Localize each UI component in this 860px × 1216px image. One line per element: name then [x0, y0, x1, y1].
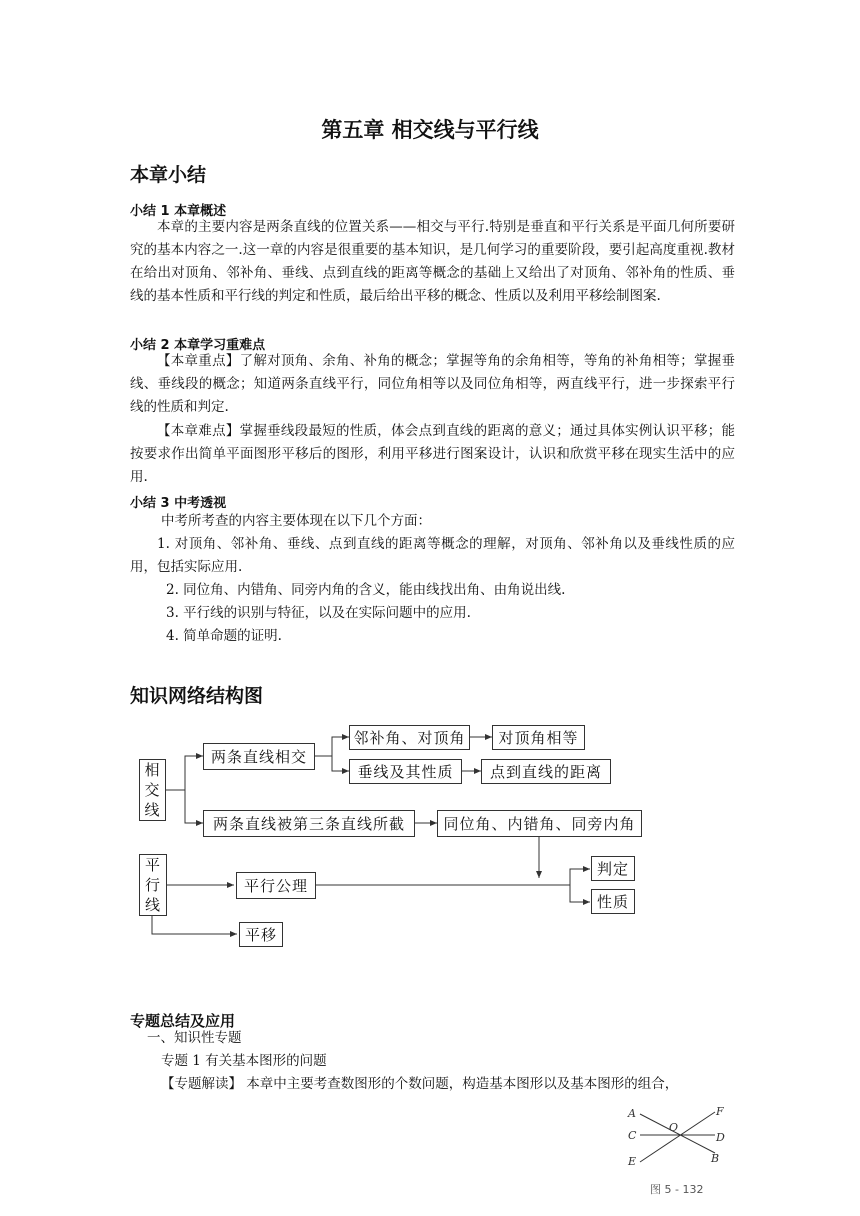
- connector-adjacent: [315, 737, 349, 756]
- connector-xj-intersect: [165, 756, 203, 790]
- s3-item1: 1. 对顶角、邻补角、垂线、点到直线的距离等概念的理解，对顶角、邻补角以及垂线性质的应用，包括实际应用.: [130, 536, 735, 575]
- label-d: D: [716, 1131, 725, 1144]
- box-intersect: 两条直线相交: [203, 743, 315, 770]
- label-e: E: [628, 1155, 637, 1168]
- label-b: B: [711, 1152, 720, 1165]
- label-a: A: [628, 1107, 636, 1120]
- topics-topic1: 专题 1 有关基本图形的问题: [161, 1053, 327, 1069]
- box-pingxingxian: [139, 854, 167, 916]
- label-o: O: [669, 1121, 679, 1134]
- topics-heading: 专题总结及应用: [130, 1012, 236, 1030]
- box-perp: 垂线及其性质: [349, 759, 462, 784]
- box-xiangjiaoxian: [139, 759, 166, 821]
- xj-char-1: 相: [144, 761, 161, 779]
- box-distance: 点到直线的距离: [481, 759, 611, 784]
- pxx-char-2: 行: [144, 876, 161, 894]
- pxx-char-1: 平: [144, 856, 161, 874]
- connector-judge: [570, 869, 590, 885]
- box-judge: 判定: [591, 856, 635, 881]
- box-property: 性质: [591, 889, 635, 914]
- box-angles: 同位角、内错角、同旁内角: [437, 810, 642, 837]
- s3-item4: 4. 简单命题的证明.: [166, 628, 282, 644]
- connector-perp: [332, 756, 349, 771]
- s2-hard: 【本章难点】掌握垂线段最短的性质，体会点到直线的距离的意义；通过具体实例认识平移；能按要求作出简单平面图形平移后的图形，利用平移进行图案设计，认识和欣赏平移在现实生活中的应用.: [130, 423, 735, 485]
- topics-reading: 【专题解读】 本章中主要考查数图形的个数问题，构造基本图形以及基本图形的组合，: [161, 1076, 679, 1092]
- xj-char-2: 交: [144, 781, 161, 799]
- s3-intro: 中考所考查的内容主要体现在以下几个方面：: [161, 513, 431, 529]
- box-third-line: 两条直线被第三条直线所截: [203, 810, 415, 837]
- s2-heading: 小结 2 本章学习重难点: [130, 338, 266, 353]
- box-axiom: 平行公理: [236, 872, 316, 899]
- s3-heading: 小结 3 中考透视: [130, 496, 227, 511]
- network-heading: 知识网络结构图: [130, 685, 264, 707]
- summary-heading: 本章小结: [130, 164, 207, 186]
- connector-xj-third: [185, 790, 203, 823]
- connector-pxx-translation: [152, 914, 237, 934]
- s2-key: 【本章重点】了解对顶角、余角、补角的概念；掌握等角的余角相等，等角的补角相等；掌握垂线、垂线段的概念；知道两条直线平行，同位角相等以及同位角相等，两直线平行，进一步探索平行线的性质和判定.: [130, 353, 735, 415]
- xj-char-3: 线: [144, 801, 161, 819]
- box-vertical-equal: 对顶角相等: [492, 725, 585, 750]
- s3-item3: 3. 平行线的识别与特征，以及在实际问题中的应用.: [166, 605, 471, 621]
- label-f: F: [716, 1105, 724, 1118]
- s1-text: 本章的主要内容是两条直线的位置关系——相交与平行.特别是垂直和平行关系是平面几何所要研究的基本内容之一.这一章的内容是很重要的基本知识，是几何学习的重要阶段，要引起高度重视.教材在给出对顶角、邻补角、垂线、点到直线的距离等概念的基础上又给出了对顶角、邻补角的性质、垂线的基本性质和平行线的判定和性质，最后给出平移的概念、性质以及利用平移绘制图案.: [130, 219, 735, 304]
- box-adjacent: 邻补角、对顶角: [349, 725, 470, 750]
- pxx-char-3: 线: [144, 896, 161, 914]
- box-translation: 平移: [239, 922, 283, 947]
- figure-caption: 图 5 - 132: [650, 1183, 704, 1196]
- connector-property: [570, 885, 590, 902]
- s3-item2: 2. 同位角、内错角、同旁内角的含义，能由线找出角、由角说出线.: [166, 582, 566, 598]
- topics-section1: 一、知识性专题: [147, 1030, 242, 1046]
- s1-heading: 小结 1 本章概述: [130, 204, 227, 219]
- label-c: C: [628, 1129, 637, 1142]
- chapter-title: 第五章 相交线与平行线: [321, 118, 539, 142]
